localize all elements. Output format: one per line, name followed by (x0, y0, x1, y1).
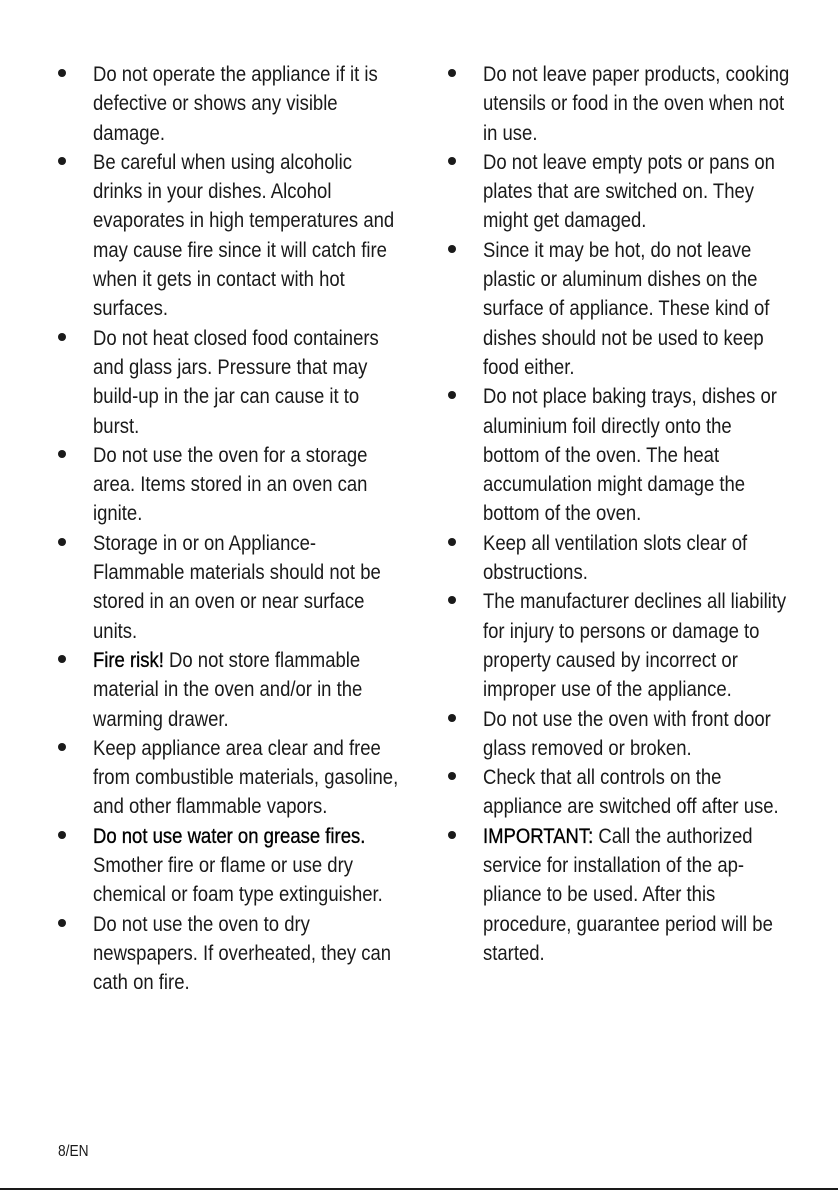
bullet-icon (58, 69, 66, 77)
bullet-item (58, 324, 403, 441)
bullet-item (58, 646, 403, 734)
item-body: Do not leave empty pots or pans on plates that are switched on. They might get damaged. (483, 149, 775, 233)
bullet-icon (58, 333, 66, 341)
bullet-icon (448, 391, 456, 399)
bullet-icon (58, 538, 66, 546)
bullet-item (448, 382, 793, 528)
bullet-text (483, 705, 792, 764)
emphasis-lead: Do not use water on grease fires. (93, 823, 366, 848)
bullet-icon (448, 69, 456, 77)
bullet-icon (448, 538, 456, 546)
bullet-text (93, 529, 402, 646)
item-body: Do not use the oven with front door glass removed or broken. (483, 706, 771, 760)
item-body: Keep all ventilation slots clear of obstructions. (483, 530, 748, 585)
item-body: Since it may be hot, do not leave plastic or aluminum dishes on the surface of appliance. These kind of dishes should not be used to keep food either. (483, 237, 770, 379)
bullet-text (483, 529, 792, 588)
item-body: Smother fire or flame or use dry chemical or foam type extinguisher. (93, 853, 383, 907)
item-body: The manufacturer declines all liability for injury to persons or damage to property caused by incorrect or improper use of the appliance. (483, 589, 787, 702)
left-column (58, 60, 403, 998)
bullet-icon (448, 157, 456, 165)
bullet-text (483, 763, 792, 822)
bullet-icon (58, 919, 66, 927)
bullet-text (93, 646, 402, 734)
bullet-icon (448, 596, 456, 604)
item-body: Do not place baking trays, dishes or aluminium foil directly onto the bottom of the oven. The heat accumulation might damage the bottom of the oven. (483, 384, 777, 526)
page-number: 8/EN (58, 1143, 89, 1160)
bullet-text (93, 148, 402, 324)
bullet-text (93, 734, 402, 822)
bullet-item (58, 529, 403, 646)
bullet-text (483, 236, 792, 382)
bullet-text (483, 382, 792, 528)
bullet-text (93, 910, 402, 998)
bottom-rule (0, 1188, 838, 1190)
bullet-item (448, 763, 793, 822)
bullet-text (483, 587, 792, 704)
bullet-icon (58, 157, 66, 165)
bullet-text (483, 148, 792, 236)
emphasis-lead: IMPORTANT: (483, 823, 594, 848)
bullet-item (58, 910, 403, 998)
bullet-text (483, 822, 792, 968)
bullet-item (448, 705, 793, 764)
bullet-icon (58, 831, 66, 839)
bullet-item (448, 60, 793, 148)
bullet-text (93, 324, 402, 441)
bullet-icon (448, 714, 456, 722)
bullet-icon (448, 772, 456, 780)
right-column (448, 60, 793, 968)
item-body: Call the authorized service for installation of the ap- pliance to be used. After this procedure, guarantee period will be started. (483, 823, 773, 965)
bullet-item (58, 441, 403, 529)
bullet-item (448, 148, 793, 236)
bullet-item (448, 822, 793, 968)
bullet-item (58, 822, 403, 910)
item-body: Do not use the oven for a storage area. Items stored in an oven can ignite. (93, 442, 368, 526)
bullet-item (448, 236, 793, 382)
bullet-item (448, 529, 793, 588)
bullet-text (93, 822, 402, 910)
item-body: Do not use the oven to dry newspapers. If overheated, they can cath on fire. (93, 911, 392, 995)
bullet-text (93, 441, 402, 529)
item-body: Do not leave paper products, cooking utensils or food in the oven when not in use. (483, 62, 790, 145)
bullet-icon (58, 743, 66, 751)
item-body: Keep appliance area clear and free from combustible materials, gasoline, and other flammable vapors. (93, 735, 399, 819)
bullet-item (448, 587, 793, 704)
bullet-item (58, 148, 403, 324)
bullet-icon (448, 245, 456, 253)
item-body: Do not store flammable material in the oven and/or in the warming drawer. (93, 647, 363, 731)
item-body: Storage in or on Appliance- Flammable materials should not be stored in an oven or near surface units. (93, 530, 381, 643)
bullet-item (58, 734, 403, 822)
item-body: Be careful when using alcoholic drinks in your dishes. Alcohol evaporates in high temperatures and may cause fire since it will catch fire when it gets in contact with hot surfaces. (93, 149, 395, 321)
bullet-icon (58, 450, 66, 458)
item-body: Do not operate the appliance if it is defective or shows any visible damage. (93, 62, 378, 145)
item-body: Check that all controls on the appliance are switched off after use. (483, 765, 779, 819)
bullet-item (58, 60, 403, 148)
item-body: Do not heat closed food containers and glass jars. Pressure that may build-up in the jar can cause it to burst. (93, 325, 379, 438)
bullet-text (93, 60, 402, 148)
bullet-icon (58, 655, 66, 663)
emphasis-lead: Fire risk! (93, 647, 164, 672)
bullet-icon (448, 831, 456, 839)
bullet-text (483, 60, 792, 148)
